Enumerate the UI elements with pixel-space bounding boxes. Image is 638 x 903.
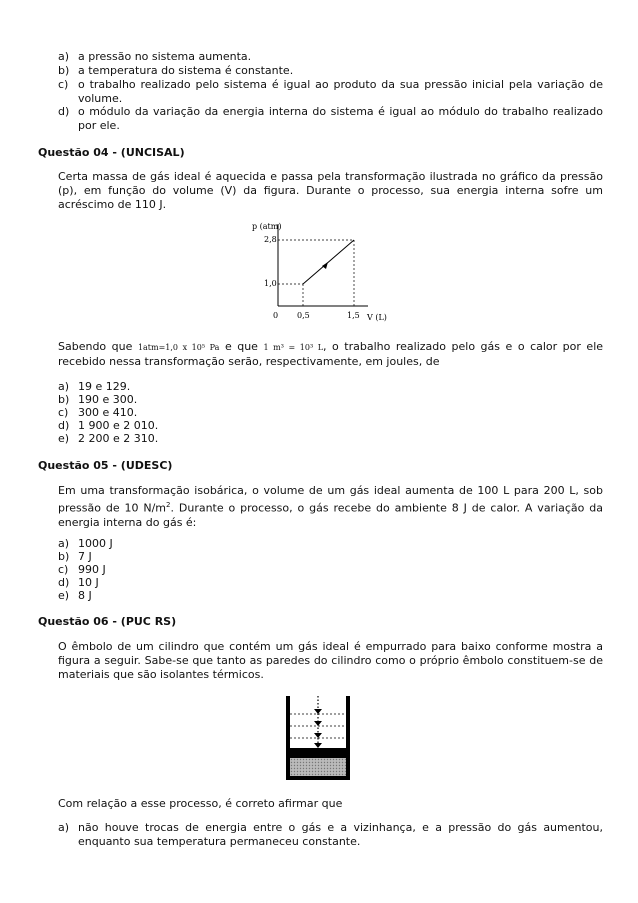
q06-title: Questão 06 - (PUC RS) — [38, 615, 177, 628]
q06-option-a — [58, 821, 603, 848]
option-letter: c) — [58, 78, 69, 91]
option-letter: d) — [58, 576, 70, 589]
y-tick-2-8: 2,8 — [264, 235, 277, 244]
process-line — [303, 240, 354, 284]
formula-atm: 1atm=1,0 x 10⁵ Pa — [137, 343, 220, 352]
option-text: 300 e 410. — [78, 406, 138, 419]
option-text: 10 J — [78, 576, 99, 589]
option-text: 990 J — [78, 563, 106, 576]
pressure-volume-graph — [240, 218, 400, 324]
cylinder-bottom — [286, 776, 350, 780]
option-letter: b) — [58, 64, 70, 77]
x-axis-label: V (L) — [367, 313, 387, 322]
option-letter: a) — [58, 380, 70, 393]
option-letter: b) — [58, 550, 70, 563]
cylinder-piston-figure — [284, 692, 352, 782]
option-text: a pressão no sistema aumenta. — [78, 50, 252, 63]
push-arrow-head-2 — [314, 721, 322, 726]
q04-sentence — [58, 340, 603, 369]
statement-superscript: 2 — [166, 501, 171, 509]
q04-option-e — [58, 432, 603, 446]
statement-part-b: . Durante o processo, o gás recebe do ambiente 8 J de calor. A variação da energia interna do gás é: — [58, 501, 604, 529]
q05-option-d — [58, 576, 603, 590]
option-letter: a) — [58, 537, 70, 550]
option-letter: b) — [58, 393, 70, 406]
option-text: o trabalho realizado pelo sistema é igual ao produto da sua pressão inicial pela variação de volume. — [78, 78, 603, 105]
sentence-post: , o trabalho realizado pelo gás e o calor por ele recebido nessa transformação serão, respectivamente, em joules, de — [58, 340, 604, 368]
option-letter: a) — [58, 50, 70, 63]
option-text: 190 e 300. — [78, 393, 138, 406]
option-text: a temperatura do sistema é constante. — [78, 64, 294, 77]
q05-statement — [58, 484, 603, 530]
option-text: 8 J — [78, 589, 92, 602]
q03-option-a — [58, 50, 603, 64]
q05-option-a — [58, 537, 603, 551]
option-letter: e) — [58, 432, 70, 445]
q04-option-d — [58, 419, 603, 433]
option-letter: c) — [58, 563, 69, 576]
option-text: 1 900 e 2 010. — [78, 419, 159, 432]
option-letter: d) — [58, 105, 70, 118]
formula-volume: 1 m³ = 10³ L — [263, 343, 324, 352]
option-text: 1000 J — [78, 537, 113, 550]
q05-title: Questão 05 - (UDESC) — [38, 459, 173, 472]
cylinder-right-wall — [346, 696, 350, 780]
option-text: o módulo da variação da energia interna do sistema é igual ao módulo do trabalho realizado por ele. — [78, 105, 603, 132]
q06-statement: O êmbolo de um cilindro que contém um gás ideal é empurrado para baixo conforme mostra a figura a seguir. Sabe-se que tanto as paredes do cilindro como o próprio êmbolo constituem-se de materiais que são isolantes térmicos. — [58, 640, 603, 681]
option-letter: c) — [58, 406, 69, 419]
q03-option-c — [58, 78, 603, 105]
option-text: 19 e 129. — [78, 380, 131, 393]
option-letter: e) — [58, 589, 70, 602]
sentence-pre: Sabendo que — [58, 340, 133, 353]
q05-option-c — [58, 563, 603, 577]
q04-option-a — [58, 380, 603, 394]
y-axis-label: p (atm) — [252, 222, 282, 231]
push-arrow-head-3 — [314, 733, 322, 738]
q05-option-e — [58, 589, 603, 603]
statement-part-a: Em uma transformação isobárica, o volume de um gás ideal aumenta de 100 L para 200 L, sob pressão de 10 N/m — [58, 484, 603, 515]
option-letter: a) — [58, 821, 70, 834]
option-text: 7 J — [78, 550, 92, 563]
q04-statement: Certa massa de gás ideal é aquecida e passa pela transformação ilustrada no gráfico da pressão (p), em função do volume (V) da figura. Durante o processo, sua energia interna sofre um acréscimo de 110 J. — [58, 170, 603, 211]
push-arrow-head-1 — [314, 709, 322, 714]
q03-option-d — [58, 105, 603, 132]
option-text: 2 200 e 2 310. — [78, 432, 159, 445]
gas-region — [290, 758, 346, 776]
q05-option-b — [58, 550, 603, 564]
q03-option-b — [58, 64, 603, 78]
push-arrow-head-4 — [314, 743, 322, 748]
option-letter: d) — [58, 419, 70, 432]
process-arrow — [322, 262, 328, 269]
q04-title: Questão 04 - (UNCISAL) — [38, 146, 185, 159]
piston — [290, 748, 346, 758]
q06-lead: Com relação a esse processo, é correto afirmar que — [58, 797, 343, 810]
x-tick-0-5: 0,5 — [297, 311, 310, 320]
x-tick-1-5: 1,5 — [347, 311, 360, 320]
origin-label: 0 — [273, 311, 279, 320]
y-tick-1-0: 1,0 — [264, 279, 277, 288]
cylinder-left-wall — [286, 696, 290, 780]
sentence-mid: e que — [224, 340, 258, 353]
q04-option-c — [58, 406, 603, 420]
option-text: não houve trocas de energia entre o gás e a vizinhança, e a pressão do gás aumentou, enquanto sua temperatura permaneceu constante. — [78, 821, 603, 848]
q04-option-b — [58, 393, 603, 407]
